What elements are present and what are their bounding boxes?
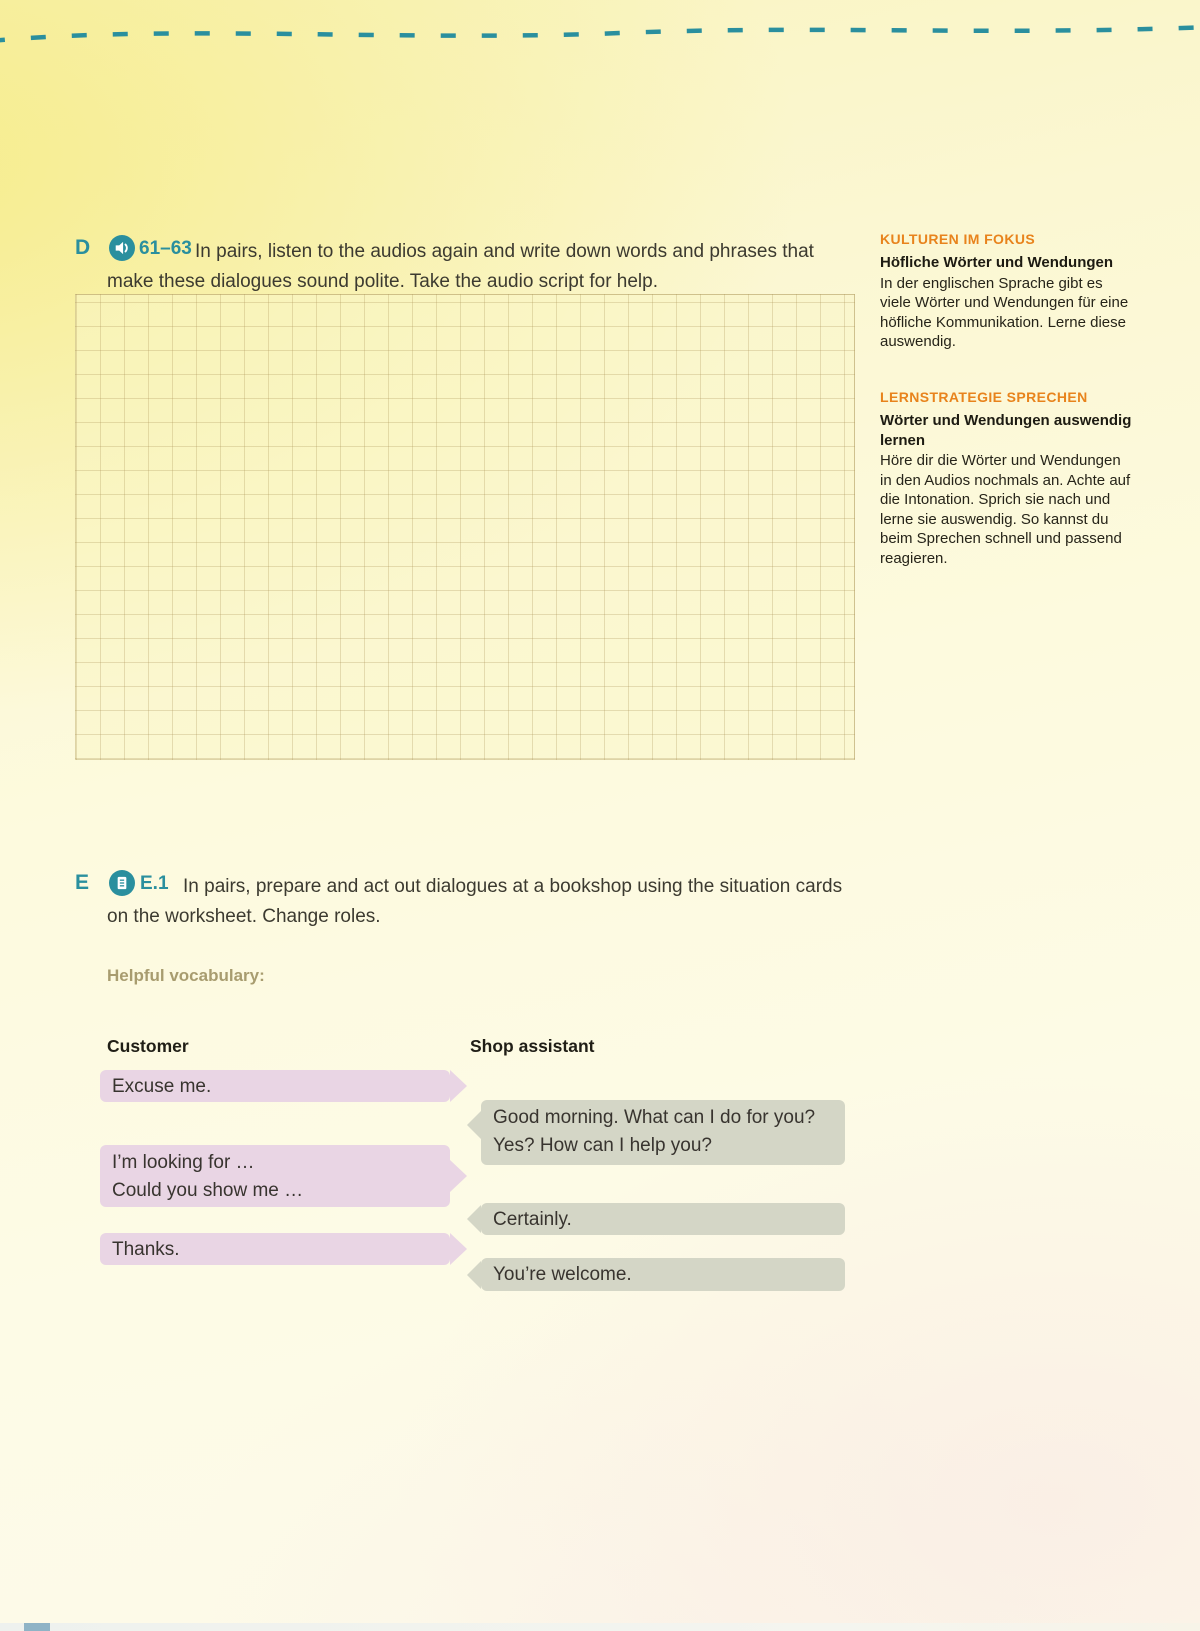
kulturen-body: In der englischen Sprache gibt es viele Wörter und Wendungen für eine höfliche Kommunikation. Lerne diese auswendig. [880, 274, 1129, 350]
lernstrategie-body: Höre dir die Wörter und Wendungen in den Audios nochmals an. Achte auf die Intonation. Sprich sie nach und lerne sie auswendig. So kannst du beim Sprechen schnell und passend reagieren. [880, 452, 1131, 567]
customer-speech-bubble [100, 1233, 450, 1265]
bubble-line: Certainly. [493, 1209, 572, 1230]
helpful-vocabulary-label: Helpful vocabulary: [107, 966, 265, 985]
task-e-letter: E [75, 871, 90, 894]
bubble-line: You’re welcome. [493, 1264, 632, 1285]
lernstrategie-box [880, 389, 1132, 568]
task-d-audio-range: 61–63 [139, 238, 192, 259]
bubble-line: Thanks. [112, 1239, 180, 1260]
kulturen-heading: KULTUREN IM FOKUS [880, 231, 1036, 247]
customer-speech-bubble [100, 1070, 450, 1102]
bubble-line: I’m looking for … [112, 1152, 255, 1173]
page-bottom-edge [0, 1623, 1200, 1631]
assistant-speech-bubble [481, 1203, 845, 1235]
bubble-line: Yes? How can I help you? [493, 1135, 713, 1156]
writing-grid [75, 294, 855, 760]
shop-assistant-column-header: Shop assistant [470, 1036, 595, 1056]
bubble-line: Good morning. What can I do for you? [493, 1107, 816, 1128]
assistant-speech-bubble [481, 1100, 845, 1165]
task-e-number: E.1 [140, 873, 169, 894]
customer-speech-bubble [100, 1145, 450, 1207]
task-d-text: In pairs, listen to the audios again and write down words and phrases that make these dialogues sound polite. Take the audio script for help. [107, 241, 814, 292]
task-e-text: In pairs, prepare and act out dialogues at a bookshop using the situation cards on the worksheet. Change roles. [107, 876, 843, 927]
dashed-divider [0, 0, 1200, 60]
task-d-letter: D [75, 236, 91, 259]
kulturen-im-fokus-box [880, 231, 1132, 352]
lernstrategie-subheading: Wörter und Wendungen auswendig lernen [880, 412, 1132, 449]
page-corner-mark [24, 1623, 50, 1631]
kulturen-subheading: Höfliche Wörter und Wendungen [880, 254, 1114, 271]
lernstrategie-heading: LERNSTRATEGIE SPRECHEN [880, 389, 1088, 405]
assistant-speech-bubble [481, 1258, 845, 1291]
bubble-line: Could you show me … [112, 1180, 304, 1201]
bubble-line: Excuse me. [112, 1076, 212, 1097]
customer-column-header: Customer [107, 1036, 189, 1056]
